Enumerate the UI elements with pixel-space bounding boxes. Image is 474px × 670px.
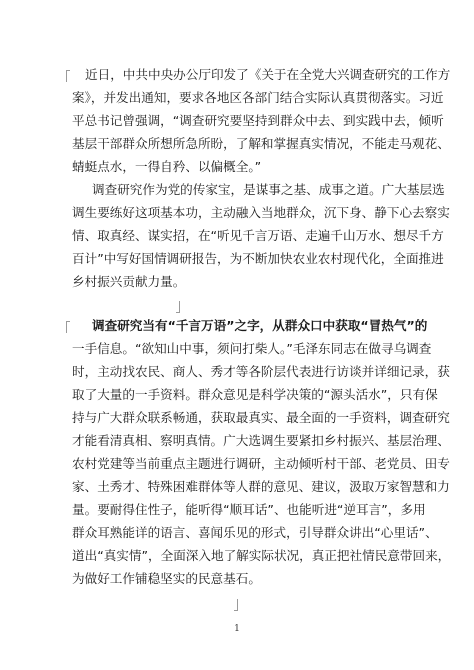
paragraph-line: 情、取真经、谋实招，在“听见千言万语、走遍千山万水、想尽千方 <box>72 228 444 243</box>
paragraph-line: 一手信息。“欲知山中事，须问打柴人。”毛泽东同志在做寻乌调查 <box>72 341 432 356</box>
paragraph-line: 蜻蜓点水，一得自矜、以偏概全。” <box>72 159 262 174</box>
paragraph-3 <box>72 314 451 590</box>
paragraph-line: 道出“真实情”，全面深入地了解实际状况，真正把社情民意带回来， <box>72 548 451 563</box>
paragraph-line: 量。要耐得住性子，能听得“顺耳话”、也能听进“逆耳言”，多用 <box>72 502 426 517</box>
paragraph-mark-icon <box>66 70 70 82</box>
paragraph-line: 取了大量的一手资料。群众意见是科学决策的“源头活水”，只有保 <box>72 387 438 402</box>
paragraph-line: 持与广大群众联系畅通，获取最真实、最全面的一手资料，调查研究 <box>72 410 450 425</box>
paragraph-mark-icon <box>66 321 70 333</box>
paragraph-1 <box>72 63 451 178</box>
paragraph-line: 案》，并发出通知，要求各地区各部门结合实际认真贯彻落实。习近 <box>72 90 444 105</box>
paragraph-line: 农村党建等当前重点主题进行调研，主动倾听村干部、老党员、田专 <box>72 456 450 471</box>
paragraph-line: 群众耳熟能详的语言、喜闻乐见的形式，引导群众讲出“心里话”、 <box>72 525 438 540</box>
paragraph-line: 乡村振兴贡献力量。 <box>72 274 186 289</box>
paragraph-2 <box>72 178 450 293</box>
paragraph-line: 时，主动找农民、商人、秀才等各阶层代表进行访谈并详细记录，获 <box>72 364 450 379</box>
paragraph-mark-icon <box>234 599 238 611</box>
paragraph-heading-line: 调查研究当有“千言万语”之字，从群众口中获取“冒热气”的 <box>92 318 428 333</box>
paragraph-mark-icon <box>176 301 180 313</box>
paragraph-line: 百计”中写好国情调研报告，为不断加快农业农村现代化，全面推进 <box>72 251 444 266</box>
paragraph-line: 调查研究作为党的传家宝，是谋事之基、成事之道。广大基层选 <box>92 182 445 197</box>
paragraph-line: 调生要练好这项基本功，主动融入当地群众，沉下身、静下心去察实 <box>72 205 450 220</box>
page-number: 1 <box>234 624 240 634</box>
paragraph-line: 平总书记曾强调，“调查研究要坚持到群众中去、到实践中去，倾听 <box>72 113 444 128</box>
paragraph-line: 为做好工作铺稳坚实的民意基石。 <box>72 571 261 586</box>
paragraph-line: 基层干部群众所想所急所盼，了解和掌握真实情况，不能走马观花、 <box>72 136 450 151</box>
paragraph-line: 才能看清真相、察明真情。广大选调生要紧扣乡村振兴、基层治理、 <box>72 433 450 448</box>
paragraph-line: 近日，中共中央办公厅印发了《关于在全党大兴调查研究的工作方 <box>85 67 451 82</box>
paragraph-line: 家、土秀才、特殊困难群体等人群的意见、建议，汲取万家智慧和力 <box>72 479 450 494</box>
